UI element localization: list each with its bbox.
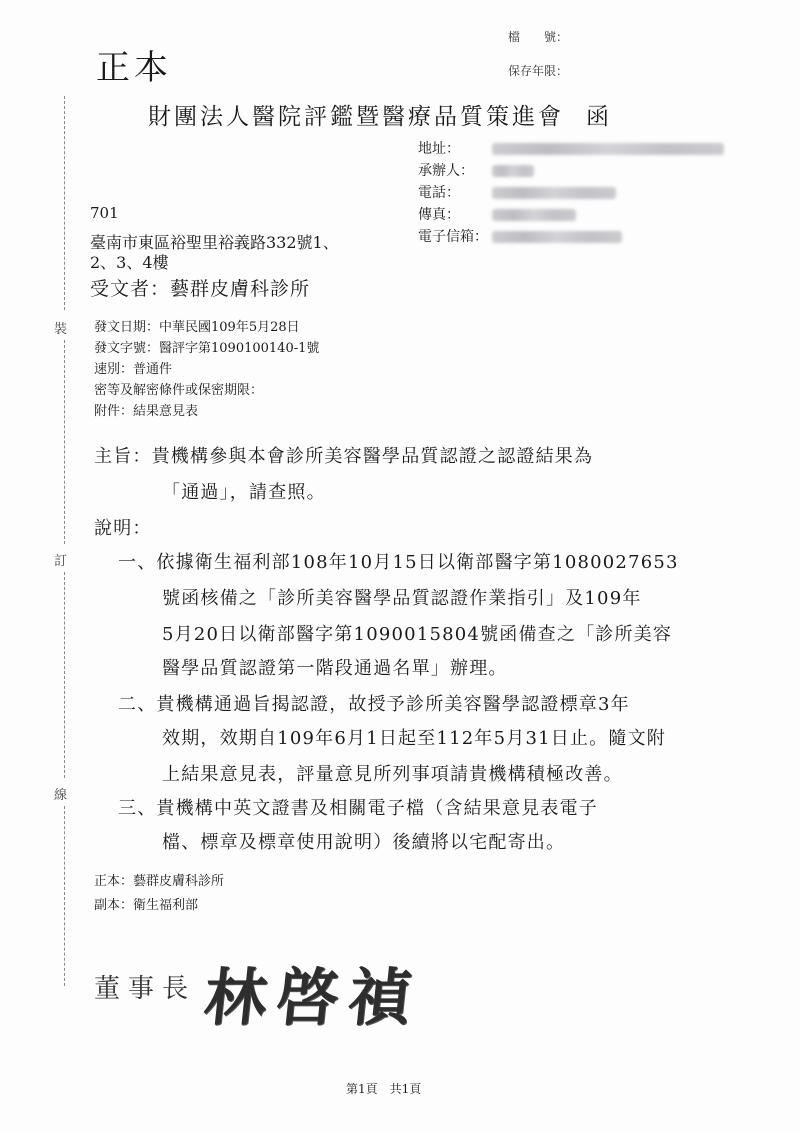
postal-code: 701 (90, 204, 119, 222)
recipient-address-line2: 2、3、4樓 (90, 253, 169, 272)
explanation-item-3-line2: 檔、標章及標章使用說明）後續將以宅配寄出。 (162, 832, 566, 853)
signature-stamp: 林啓禎 (200, 961, 425, 1034)
binding-mark: 訂 (54, 554, 68, 569)
contact-address (418, 138, 724, 158)
subject-line1: 主旨：貴機構參與本會診所美容醫學品質認證之認證結果為 (94, 446, 594, 467)
redacted-fax (492, 209, 576, 221)
binding-line (64, 572, 65, 778)
copy-recipient: 副本：衛生福利部 (94, 898, 199, 913)
redacted-email (492, 231, 622, 243)
explanation-label: 說明： (94, 518, 152, 539)
contact-handler (418, 160, 534, 180)
explanation-item-2-line2: 效期，效期自109年6月1日起至112年5月31日止。隨文附 (162, 728, 666, 749)
redacted-phone (492, 187, 616, 199)
contact-fax (418, 204, 576, 224)
security-level: 密等及解密條件或保密期限： (94, 383, 264, 398)
document-type: 函 (586, 104, 612, 130)
email-label: 電子信箱： (418, 229, 488, 245)
contact-email (418, 226, 622, 246)
retention-period-label: 保存年限： (508, 64, 569, 78)
explanation-item-2-line1: 二、貴機構通過旨揭認證，故授予診所美容醫學認證標章3年 (118, 694, 630, 715)
handler-label: 承辦人： (418, 163, 474, 179)
copy-type-stamp: 正本 (96, 48, 172, 88)
document-title (148, 98, 612, 131)
address-label: 地址： (418, 141, 460, 157)
attachment: 附件：結果意見表 (94, 404, 199, 419)
redacted-address (492, 143, 724, 155)
binding-line (64, 806, 65, 986)
archive-number-label: 檔 號： (508, 30, 569, 44)
binding-mark: 裝 (54, 322, 68, 337)
document-number: 發文字號：醫評字第1090100140-1號 (94, 341, 320, 356)
issue-date: 發文日期：中華民國109年5月28日 (94, 320, 300, 335)
binding-mark: 線 (54, 788, 68, 803)
explanation-item-3-line1: 三、貴機構中英文證書及相關電子檔（含結果意見表電子 (118, 798, 598, 819)
explanation-item-2-line3: 上結果意見表，評量意見所列事項請貴機構積極改善。 (162, 764, 623, 785)
phone-label: 電話： (418, 185, 460, 201)
explanation-item-1-line3: 5月20日以衛部醫字第1090015804號函備查之「診所美容 (162, 624, 673, 645)
explanation-item-1-line1: 一、依據衛生福利部108年10月15日以衛部醫字第1080027653 (118, 552, 679, 573)
subject-line2: 「通過」，請查照。 (162, 482, 326, 503)
signer-title: 董事長 (94, 974, 197, 1004)
redacted-handler (492, 165, 534, 177)
explanation-item-1-line4: 醫學品質認證第一階段通過名單」辦理。 (162, 658, 508, 679)
organization-name: 財團法人醫院評鑑暨醫療品質策進會 (148, 104, 564, 130)
binding-line (64, 340, 65, 544)
fax-label: 傳真： (418, 207, 460, 223)
delivery-speed: 速別：普通件 (94, 362, 173, 377)
contact-phone (418, 182, 616, 202)
binding-line (64, 96, 65, 310)
page-number: 第1頁 共1頁 (346, 1082, 422, 1096)
original-recipient: 正本：藝群皮膚科診所 (94, 874, 225, 889)
recipient-name: 受文者：藝群皮膚科診所 (90, 278, 311, 300)
recipient-address-line1: 臺南市東區裕聖里裕義路332號1、 (90, 233, 339, 252)
explanation-item-1-line2: 號函核備之「診所美容醫學品質認證作業指引」及109年 (162, 588, 642, 609)
